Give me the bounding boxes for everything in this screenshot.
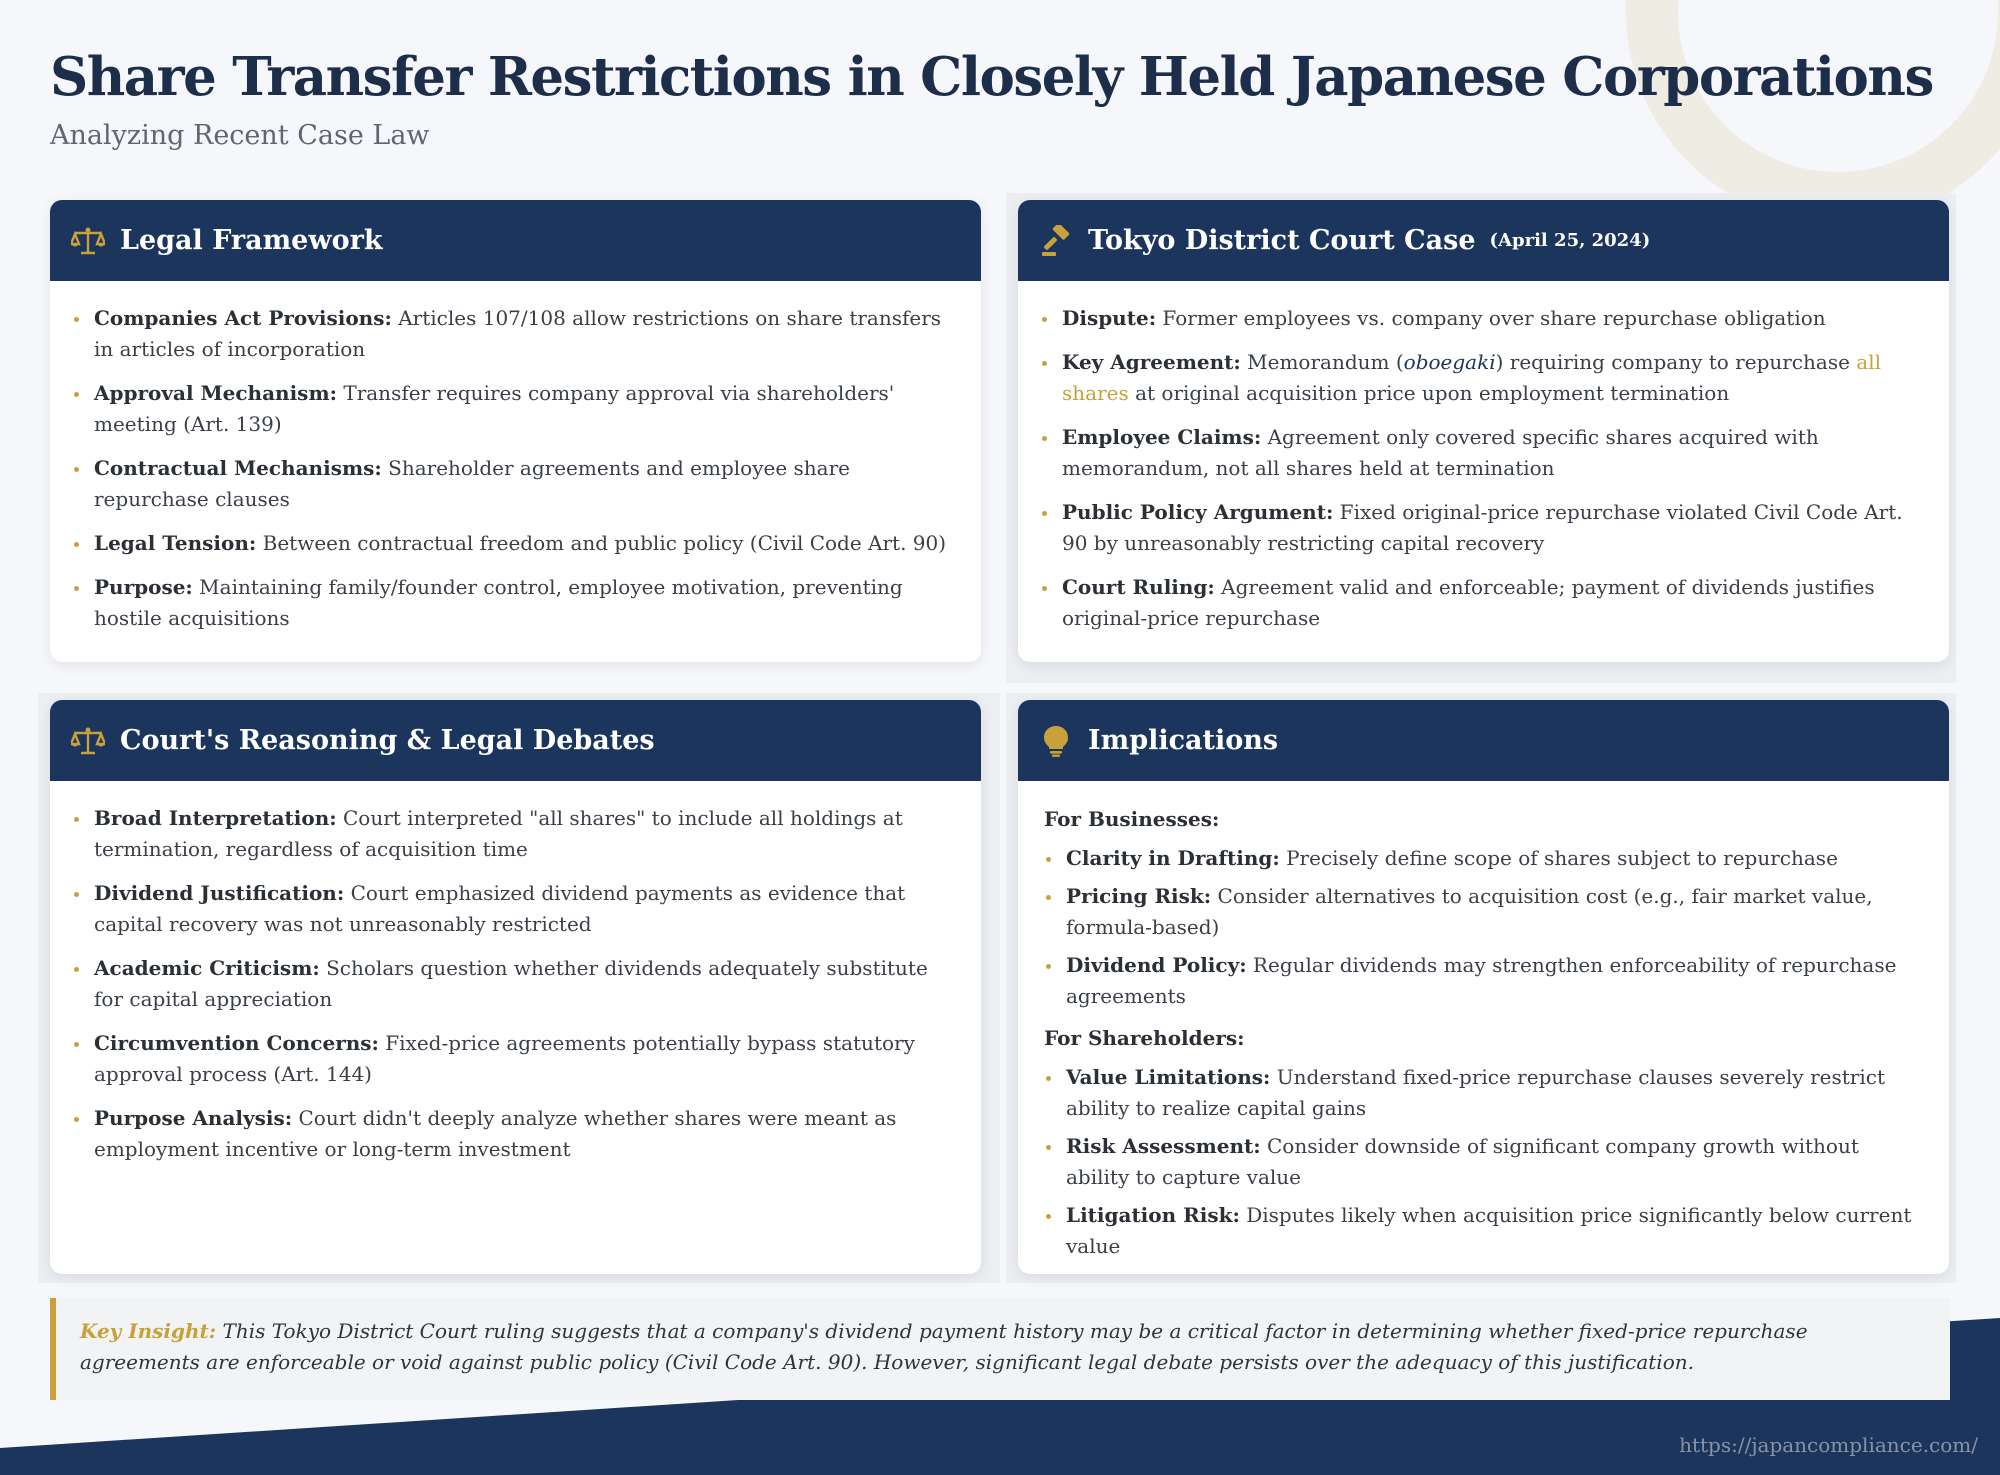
oboegaki-term: oboegaki bbox=[1403, 350, 1496, 374]
court-case-list bbox=[1040, 303, 1921, 634]
list-item: Dispute: Former employees vs. company over share repurchase obligation bbox=[1040, 303, 1921, 334]
list-item: Key Agreement: Memorandum (oboegaki) requiring company to repurchase all shares at original acquisition price upon employment termination bbox=[1040, 347, 1921, 409]
businesses-list bbox=[1044, 843, 1921, 1012]
list-item: Clarity in Drafting: Precisely define scope of shares subject to repurchase bbox=[1044, 843, 1921, 874]
legal-framework-card bbox=[50, 200, 981, 662]
list-item: Dividend Policy: Regular dividends may strengthen enforceability of repurchase agreements bbox=[1044, 950, 1921, 1012]
reasoning-header bbox=[50, 700, 981, 781]
shareholders-heading: For Shareholders: bbox=[1044, 1026, 1245, 1050]
list-item: Contractual Mechanisms: Shareholder agreements and employee share repurchase clauses bbox=[72, 453, 953, 515]
list-item: Academic Criticism: Scholars question whether dividends adequately substitute for capital appreciation bbox=[72, 953, 953, 1015]
reasoning-title: Court's Reasoning & Legal Debates bbox=[120, 725, 655, 756]
list-item: Dividend Justification: Court emphasized dividend payments as evidence that capital recovery was not unreasonably restricted bbox=[72, 878, 953, 940]
key-insight-callout bbox=[50, 1298, 1950, 1400]
court-case-title: Tokyo District Court Case bbox=[1088, 225, 1476, 256]
key-insight-text: This Tokyo District Court ruling suggests that a company's dividend payment history may be a critical factor in determining whether fixed-price repurchase agreements are enforceable or void against public policy (Civil Code Art. 90). However, significant legal debate persists over the adequacy of this justification. bbox=[80, 1319, 1808, 1374]
list-item: Broad Interpretation: Court interpreted "all shares" to include all holdings at termination, regardless of acquisition time bbox=[72, 803, 953, 865]
list-item: Public Policy Argument: Fixed original-price repurchase violated Civil Code Art. 90 by unreasonably restricting capital recovery bbox=[1040, 497, 1921, 559]
page-subtitle: Analyzing Recent Case Law bbox=[50, 120, 430, 151]
list-item: Purpose: Maintaining family/founder control, employee motivation, preventing hostile acquisitions bbox=[72, 572, 953, 634]
shareholders-list bbox=[1044, 1062, 1921, 1262]
list-item: Employee Claims: Agreement only covered specific shares acquired with memorandum, not all shares held at termination bbox=[1040, 422, 1921, 484]
footer-url[interactable]: https://japancompliance.com/ bbox=[1679, 1433, 1978, 1457]
list-item: Circumvention Concerns: Fixed-price agreements potentially bypass statutory approval process (Art. 144) bbox=[72, 1028, 953, 1090]
reasoning-list bbox=[72, 803, 953, 1165]
page-title: Share Transfer Restrictions in Closely Held Japanese Corporations bbox=[50, 46, 1933, 108]
list-item: Approval Mechanism: Transfer requires company approval via shareholders' meeting (Art. 139) bbox=[72, 378, 953, 440]
all-shares-highlight: all shares bbox=[1062, 350, 1881, 405]
court-case-card bbox=[1018, 200, 1949, 662]
key-insight-label: Key Insight: bbox=[80, 1319, 217, 1343]
list-item: Pricing Risk: Consider alternatives to acquisition cost (e.g., fair market value, formula-based) bbox=[1044, 881, 1921, 943]
list-item: Companies Act Provisions: Articles 107/108 allow restrictions on share transfers in articles of incorporation bbox=[72, 303, 953, 365]
legal-framework-title: Legal Framework bbox=[120, 225, 383, 256]
list-item: Litigation Risk: Disputes likely when acquisition price significantly below current value bbox=[1044, 1200, 1921, 1262]
list-item: Court Ruling: Agreement valid and enforceable; payment of dividends justifies original-price repurchase bbox=[1040, 572, 1921, 634]
scales-icon bbox=[70, 723, 106, 759]
legal-framework-list bbox=[72, 303, 953, 634]
scales-icon bbox=[70, 223, 106, 259]
implications-header bbox=[1018, 700, 1949, 781]
businesses-heading: For Businesses: bbox=[1044, 807, 1220, 831]
list-item: Purpose Analysis: Court didn't deeply analyze whether shares were meant as employment incentive or long-term investment bbox=[72, 1103, 953, 1165]
court-case-date: (April 25, 2024) bbox=[1489, 230, 1651, 251]
list-item: Value Limitations: Understand fixed-price repurchase clauses severely restrict ability to realize capital gains bbox=[1044, 1062, 1921, 1124]
reasoning-card bbox=[50, 700, 981, 1274]
gavel-icon bbox=[1038, 223, 1074, 259]
implications-title: Implications bbox=[1088, 725, 1279, 756]
implications-card bbox=[1018, 700, 1949, 1274]
list-item: Risk Assessment: Consider downside of significant company growth without ability to capture value bbox=[1044, 1131, 1921, 1193]
lightbulb-icon bbox=[1038, 723, 1074, 759]
court-case-header bbox=[1018, 200, 1949, 281]
list-item: Legal Tension: Between contractual freedom and public policy (Civil Code Art. 90) bbox=[72, 528, 953, 559]
legal-framework-header bbox=[50, 200, 981, 281]
